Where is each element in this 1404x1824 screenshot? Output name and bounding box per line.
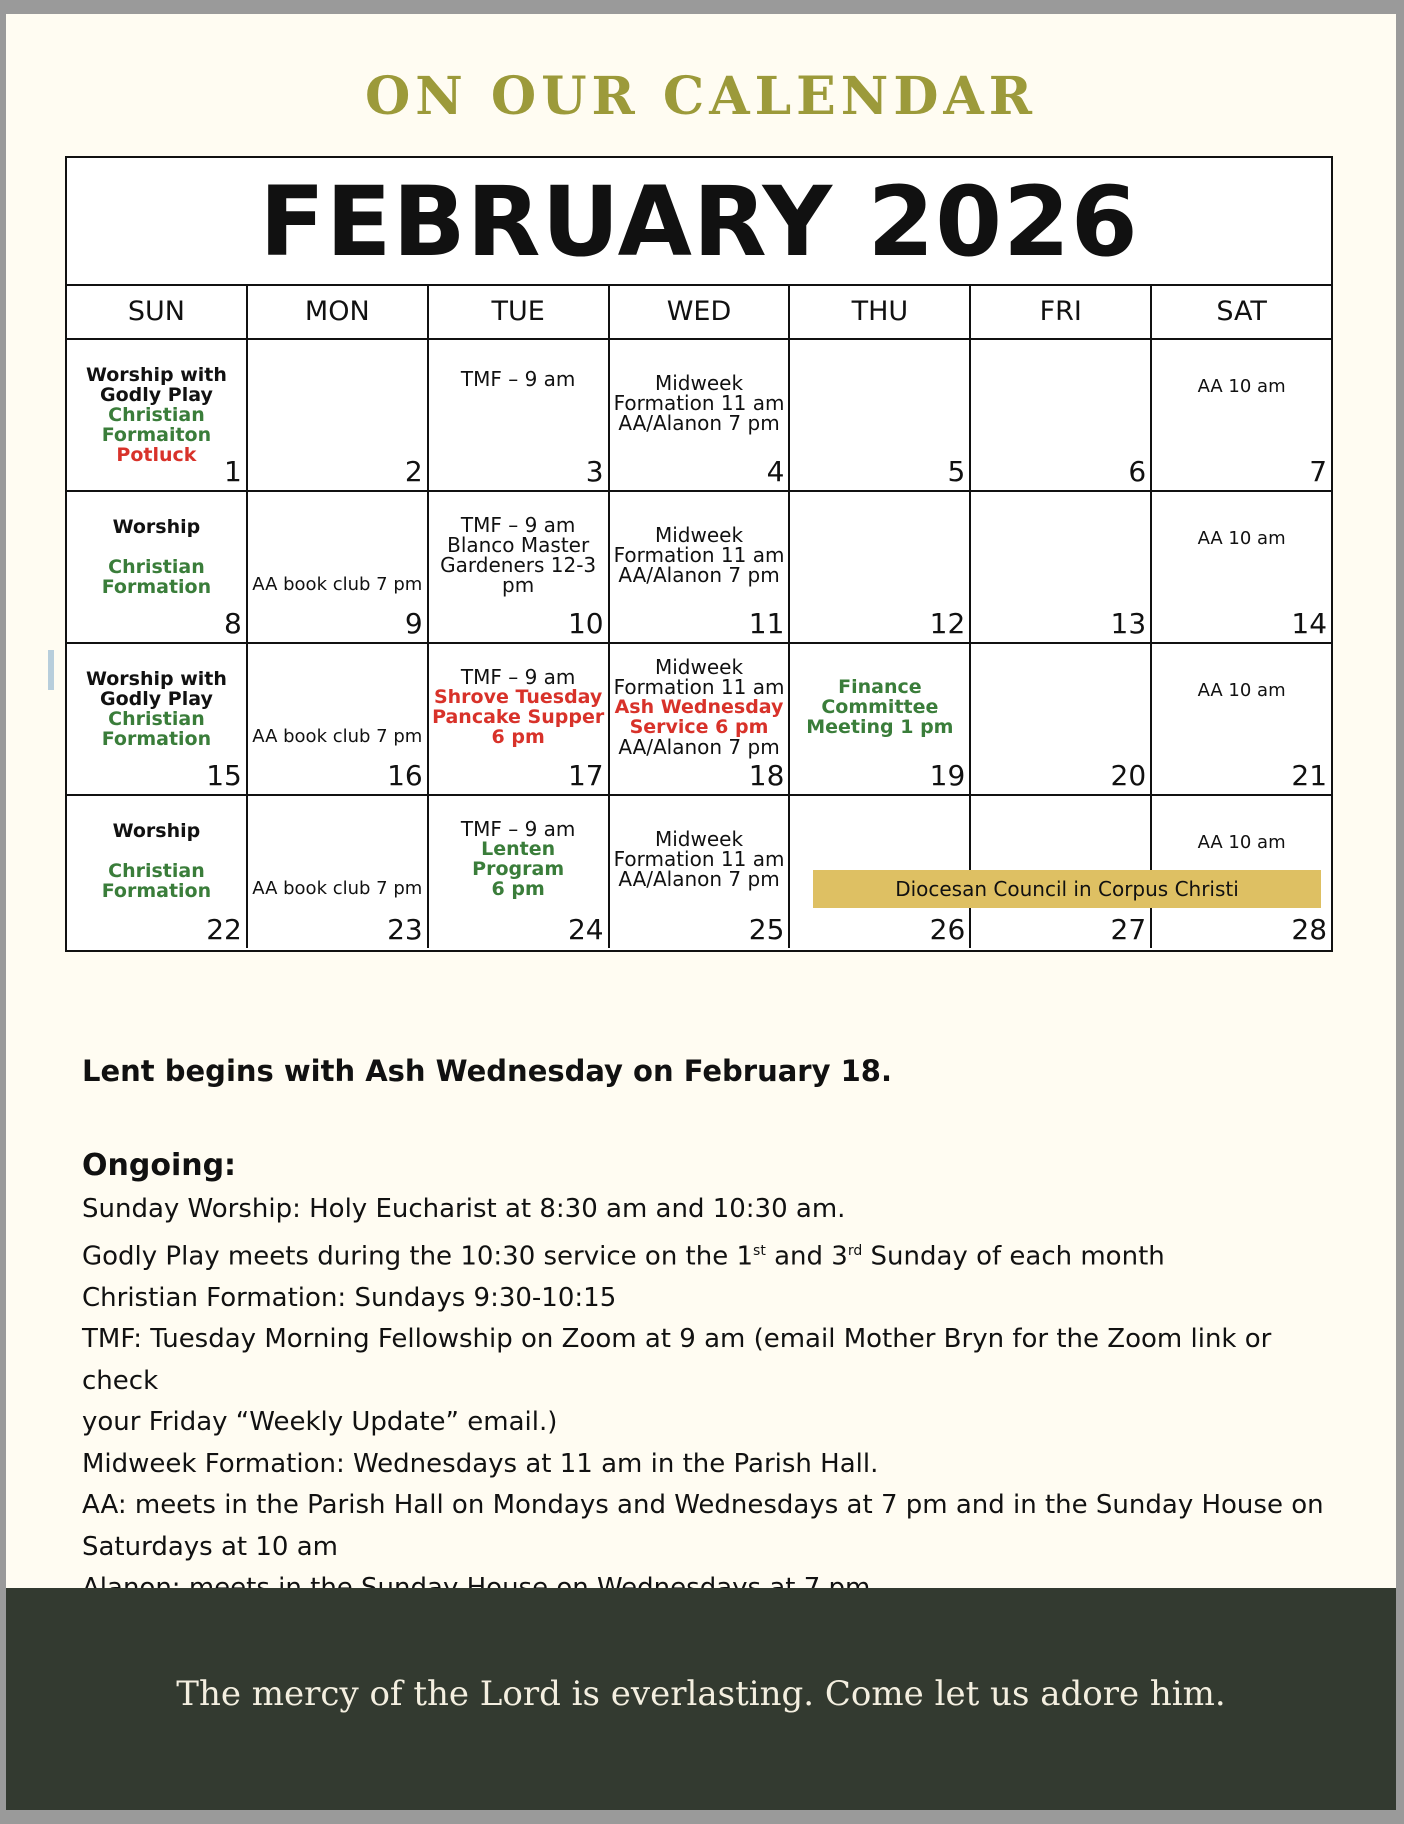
day-number: 21 [1291, 759, 1328, 792]
notes-section [82, 1054, 1342, 1610]
superscript: rd [847, 1242, 863, 1259]
day-number: 18 [748, 759, 785, 792]
event-line: Program [472, 858, 565, 880]
event-line: Christian [108, 404, 205, 426]
text-segment: and 3 [765, 1241, 848, 1272]
day-number: 17 [567, 759, 604, 792]
event-line: Shrove Tuesday [433, 686, 603, 708]
day-cell [248, 340, 429, 490]
ongoing-line: TMF: Tuesday Morning Fellowship on Zoom at 9 am (email Mother Bryn for the Zoom link or check [82, 1324, 1272, 1396]
event-line: Finance [838, 676, 922, 698]
newsletter-page [6, 14, 1396, 1810]
calendar-week [67, 492, 1331, 644]
event-line: Formation [101, 576, 212, 598]
day-cell [1152, 492, 1331, 642]
event-line: pm [502, 573, 535, 597]
ongoing-line: Saturdays at 10 am [82, 1531, 338, 1562]
day-cell [67, 644, 248, 794]
day-number: 14 [1291, 607, 1328, 640]
day-number: 3 [585, 455, 604, 488]
weekday-thu: THU [790, 286, 971, 338]
event-line: AA book club 7 pm [252, 726, 423, 747]
event-line: Christian [108, 556, 205, 578]
event-line: Christian [108, 708, 205, 730]
day-number: 6 [1128, 455, 1147, 488]
footer-band [6, 1588, 1396, 1810]
day-number: 24 [567, 913, 604, 946]
day-number: 12 [929, 607, 966, 640]
day-number: 15 [206, 759, 242, 792]
day-cell [610, 796, 791, 948]
day-number: 27 [1110, 913, 1147, 946]
page-edge-marker [48, 650, 54, 690]
event-line: Formation [101, 880, 212, 902]
event-line: Midweek [654, 655, 744, 679]
day-number: 7 [1309, 455, 1328, 488]
event-line: Worship [112, 516, 201, 538]
day-cell [790, 340, 971, 490]
weekday-mon: MON [248, 286, 429, 338]
event-line: AA 10 am [1197, 680, 1286, 701]
calendar [65, 156, 1333, 952]
event-line: Formation 11 am [613, 847, 785, 871]
day-cell [1152, 340, 1331, 490]
day-cell [429, 340, 610, 490]
day-number: 10 [567, 607, 604, 640]
event-line: AA book club 7 pm [252, 878, 423, 899]
event-line: Worship with [85, 364, 227, 386]
event-line: Midweek [654, 827, 744, 851]
day-number: 2 [404, 455, 423, 488]
day-number: 28 [1291, 913, 1328, 946]
ongoing-line: your Friday “Weekly Update” email.) [82, 1407, 558, 1438]
event-line: Midweek [654, 523, 744, 547]
day-number: 5 [947, 455, 966, 488]
event-line: AA 10 am [1197, 832, 1286, 853]
event-line: Lenten [481, 838, 556, 860]
ongoing-heading: Ongoing: [82, 1148, 237, 1183]
day-number: 9 [404, 607, 423, 640]
day-cell [67, 796, 248, 948]
section-heading: ON OUR CALENDAR [364, 66, 1037, 127]
event-line: Potluck [116, 444, 197, 466]
ongoing-line: Sunday Worship: Holy Eucharist at 8:30 am and 10:30 am. [82, 1194, 846, 1224]
ongoing-line: Midweek Formation: Wednesdays at 11 am in the Parish Hall. [82, 1448, 879, 1479]
calendar-week [67, 644, 1331, 796]
day-cell [248, 796, 429, 948]
event-line: Worship [112, 820, 201, 842]
day-number: 22 [206, 913, 242, 946]
event-line: 6 pm [491, 878, 545, 900]
event-line: AA book club 7 pm [252, 574, 423, 595]
day-cell [971, 644, 1152, 794]
event-line: TMF – 9 am [460, 513, 576, 537]
day-number: 20 [1110, 759, 1147, 792]
event-line: Formation 11 am [613, 675, 785, 699]
ongoing-line [82, 1231, 1342, 1278]
day-cell [790, 644, 971, 794]
event-line: Worship with [85, 668, 227, 690]
weekday-sun: SUN [67, 286, 248, 338]
day-cell [971, 340, 1152, 490]
day-number: 11 [748, 607, 785, 640]
event-line: AA 10 am [1197, 376, 1286, 397]
day-cell [67, 340, 248, 490]
weekday-fri: FRI [971, 286, 1152, 338]
day-number: 8 [224, 607, 242, 640]
weekday-sat: SAT [1216, 296, 1267, 327]
event-line: Midweek [654, 371, 744, 395]
day-cell [429, 492, 610, 642]
ongoing-line: Christian Formation: Sundays 9:30-10:15 [82, 1282, 617, 1313]
event-line: Committee [821, 696, 939, 718]
event-line: Blanco Master [447, 533, 590, 557]
event-line: AA/Alanon 7 pm [618, 411, 780, 435]
event-line: Meeting 1 pm [806, 716, 954, 738]
day-cell [1152, 644, 1331, 794]
lent-notice: Lent begins with Ash Wednesday on February 18. [82, 1054, 892, 1088]
calendar-title: FEBRUARY 2026 [67, 158, 1331, 286]
day-cell [248, 492, 429, 642]
event-line: AA 10 am [1197, 528, 1286, 549]
day-number: 25 [748, 913, 785, 946]
day-cell [610, 644, 791, 794]
event-line: Ash Wednesday [614, 696, 784, 718]
day-number: 23 [387, 913, 423, 946]
event-line: AA/Alanon 7 pm [618, 867, 780, 891]
day-cell [610, 340, 791, 490]
calendar-week [67, 340, 1331, 492]
day-cell [429, 796, 610, 948]
event-line: Pancake Supper [432, 706, 605, 728]
event-line: Godly Play [100, 384, 213, 406]
day-cell [67, 492, 248, 642]
event-line: Formation 11 am [613, 543, 785, 567]
day-number: 16 [387, 759, 423, 792]
event-line: TMF – 9 am [460, 367, 576, 391]
day-number: 13 [1110, 607, 1147, 640]
day-number: 1 [224, 455, 242, 488]
weekday-tue: TUE [429, 286, 610, 338]
day-cell [429, 644, 610, 794]
day-cell [971, 492, 1152, 642]
day-number: 26 [929, 913, 966, 946]
footer-quote: The mercy of the Lord is everlasting. Come let us adore him. [176, 1674, 1226, 1714]
ongoing-line: AA: meets in the Parish Hall on Mondays and Wednesdays at 7 pm and in the Sunday House on [82, 1490, 1324, 1521]
text-segment: Godly Play meets during the 10:30 service on the 1 [82, 1241, 754, 1272]
diocesan-council-banner: Diocesan Council in Corpus Christi [813, 870, 1321, 908]
event-line: Gardeners 12-3 [440, 553, 597, 577]
event-line: Formaiton [101, 424, 212, 446]
day-cell [790, 492, 971, 642]
event-line: TMF – 9 am [460, 665, 576, 689]
event-line: Formation [101, 728, 212, 750]
weekday-header-row [67, 286, 1331, 340]
event-line: Christian [108, 860, 205, 882]
event-line: Godly Play [100, 688, 213, 710]
day-number: 19 [929, 759, 966, 792]
day-cell [610, 492, 791, 642]
weekday-wed: WED [610, 286, 791, 338]
day-number: 4 [766, 455, 785, 488]
event-line: 6 pm [491, 726, 545, 748]
superscript: st [753, 1242, 766, 1259]
event-line: AA/Alanon 7 pm [618, 563, 780, 587]
event-line: Service 6 pm [629, 716, 769, 738]
text-segment: Sunday of each month [862, 1241, 1165, 1272]
event-line: TMF – 9 am [460, 817, 576, 841]
event-line: AA/Alanon 7 pm [618, 735, 780, 759]
event-line: Formation 11 am [613, 391, 785, 415]
day-cell [248, 644, 429, 794]
